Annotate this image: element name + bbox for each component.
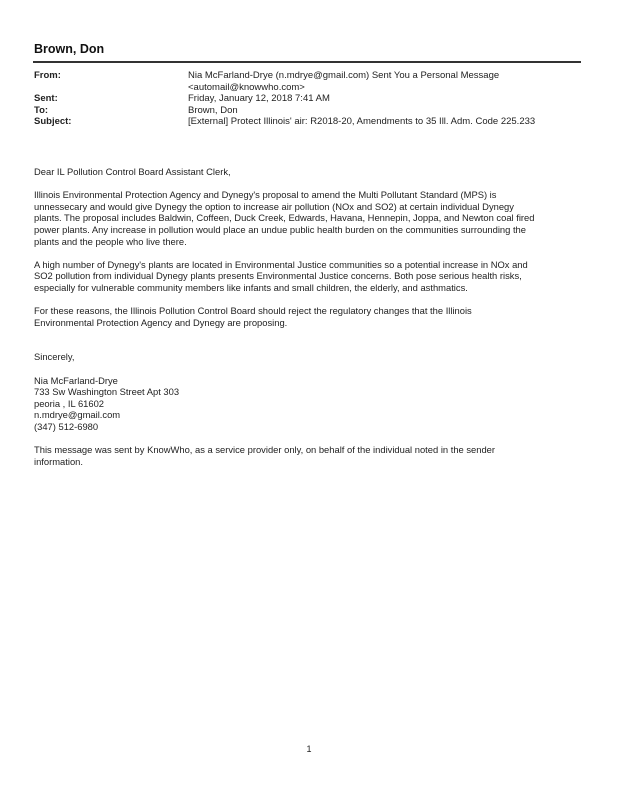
greeting — [34, 166, 582, 178]
body-line: For these reasons, the Illinois Pollution Control Board should reject the regulatory changes that the Illinois — [34, 305, 472, 317]
signature-address: 733 Sw Washington Street Apt 303 — [34, 386, 180, 398]
greeting-line: Dear IL Pollution Control Board Assistant Clerk, — [34, 166, 231, 177]
to-value: Brown, Don — [188, 104, 238, 116]
email-body — [34, 166, 582, 479]
to-label: To: — [34, 104, 49, 116]
body-line: Illinois Environmental Protection Agency and Dynegy's proposal to amend the Multi Pollutant Standard (MPS) is — [34, 189, 497, 201]
body-line: A high number of Dynegy's plants are located in Environmental Justice communities so a potential increase in NOx and — [34, 258, 528, 270]
from-value — [188, 70, 594, 93]
closing-line: Sincerely, — [34, 351, 75, 363]
body-line: especially for vulnerable community members like infants and small children, the elderly, and asthmatics. — [34, 281, 468, 293]
paragraph-2 — [34, 259, 582, 294]
from-line: <automail@knowwho.com> — [188, 81, 305, 93]
body-line: plants and the people who live there. — [34, 235, 187, 247]
paragraph-1 — [34, 189, 582, 247]
signature-phone: (347) 512-6980 — [34, 420, 99, 432]
signature-email: n.mdrye@gmail.com — [34, 409, 121, 421]
from-row — [34, 70, 594, 93]
body-line: plants. The proposal includes Baldwin, Coffeen, Duck Creek, Edwards, Havana, Hennepin, Joppa, and Newton coal fired — [34, 212, 535, 224]
from-line: Nia McFarland-Drye (n.mdrye@gmail.com) Sent You a Personal Message — [188, 70, 500, 81]
from-label: From: — [34, 70, 61, 81]
subject-label: Subject: — [34, 116, 72, 127]
signature-block — [34, 375, 582, 433]
signature-city: peoria , IL 61602 — [34, 397, 105, 409]
signature-name: Nia McFarland-Drye — [34, 374, 118, 386]
footer-line: information. — [34, 455, 83, 467]
body-line: SO2 pollution from individual Dynegy plants presents Environmental Justice concerns. Both pose serious health risks, — [34, 270, 522, 282]
mailbox-owner-name: Brown, Don — [34, 42, 105, 56]
subject-row — [34, 116, 594, 128]
header-divider — [33, 61, 581, 63]
body-line: Environmental Protection Agency and Dynegy are proposing. — [34, 316, 288, 328]
body-line: unnessecary and would give Dynegy the option to increase air pollution (NOx and SO2) at certain individual Dynegy — [34, 200, 514, 212]
subject-value: [External] Protect Illinois' air: R2018-20, Amendments to 35 Ill. Adm. Code 225.233 — [188, 116, 536, 127]
paragraph-3 — [34, 305, 582, 328]
service-footer — [34, 444, 582, 467]
body-line: power plants. Any increase in pollution would place an undue public health burden on the communities surrounding the — [34, 223, 526, 235]
email-headers — [34, 70, 594, 128]
sent-label: Sent: — [34, 93, 58, 104]
closing — [34, 351, 582, 363]
footer-line: This message was sent by KnowWho, as a service provider only, on behalf of the individual noted in the sender — [34, 444, 496, 456]
page-number: 1 — [306, 744, 312, 754]
sent-row — [34, 93, 594, 105]
sent-value: Friday, January 12, 2018 7:41 AM — [188, 93, 330, 104]
to-row — [34, 105, 594, 117]
